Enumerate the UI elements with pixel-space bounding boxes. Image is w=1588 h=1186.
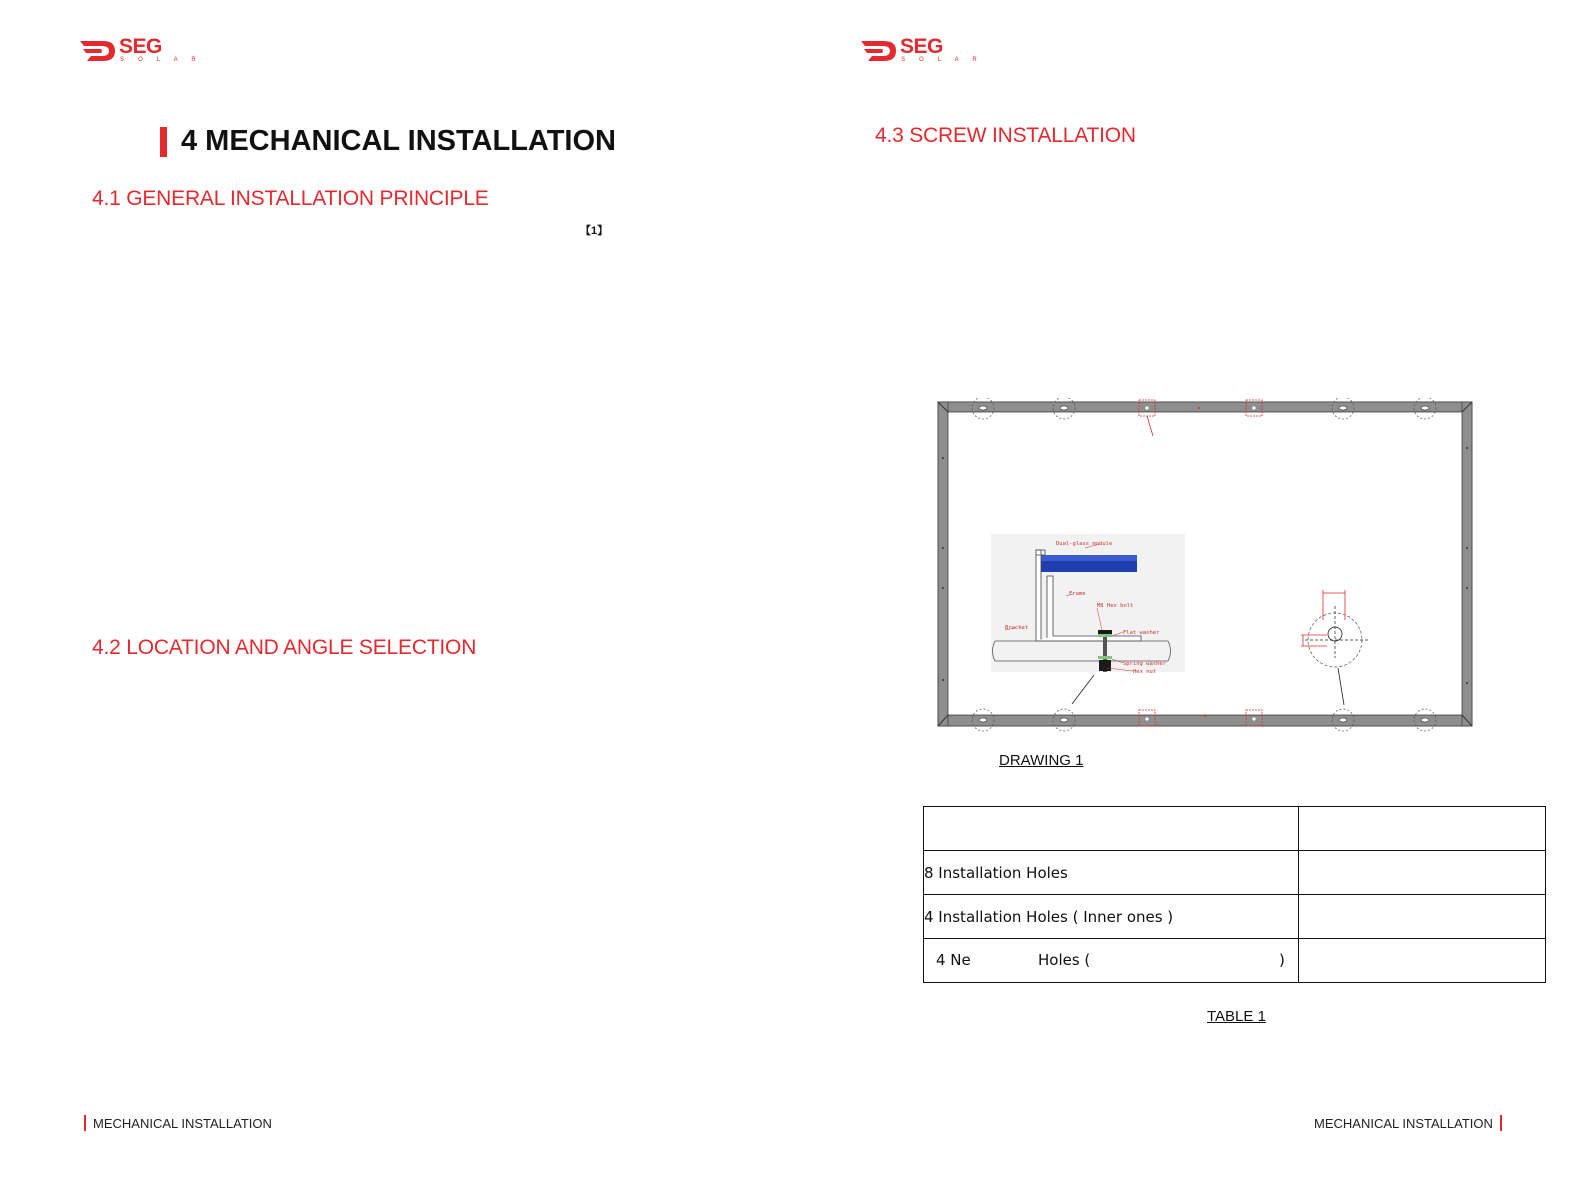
- drawing-1-caption: DRAWING 1: [999, 752, 1084, 769]
- label-spring-washer: Spring washer: [1123, 661, 1167, 667]
- table-1-caption: TABLE 1: [1207, 1008, 1266, 1025]
- footer-accent-bar: [84, 1115, 86, 1131]
- left-footer: [84, 1115, 272, 1131]
- table-cell: [1299, 851, 1546, 895]
- chapter-accent-bar: [160, 127, 167, 157]
- row4-part-a: 4 Ne: [936, 951, 971, 969]
- label-frame: Frame: [1069, 591, 1086, 597]
- reference-marker: 【1】: [580, 225, 609, 237]
- logo-name: SEG: [900, 35, 943, 58]
- right-footer-text: MECHANICAL INSTALLATION: [1314, 1115, 1493, 1131]
- left-footer-text: MECHANICAL INSTALLATION: [93, 1115, 272, 1131]
- footer-accent-bar: [1500, 1115, 1502, 1131]
- row4-part-b: Holes (: [1038, 951, 1091, 969]
- table-row: [924, 807, 1546, 851]
- table-cell: 4 Installation Holes ( Inner ones ): [924, 895, 1299, 939]
- seg-swoosh-icon: [860, 39, 898, 63]
- table-cell: [924, 807, 1299, 851]
- table-cell: [1299, 807, 1546, 851]
- label-hex-nut: Hex nut: [1133, 669, 1157, 675]
- installation-holes-table: [923, 806, 1546, 983]
- seg-swoosh-icon: [79, 39, 117, 63]
- drawing-1-module-diagram: [935, 398, 1479, 732]
- table-cell: [1299, 895, 1546, 939]
- chapter-title-text: 4 MECHANICAL INSTALLATION: [181, 125, 616, 157]
- seg-solar-logo-right: [860, 37, 983, 64]
- row4-part-c: ): [1279, 951, 1285, 969]
- logo-name: SEG: [119, 35, 162, 58]
- section-4-2-heading: 4.2 LOCATION AND ANGLE SELECTION: [92, 636, 477, 659]
- logo-subtitle: S O L A R: [901, 57, 983, 63]
- seg-solar-logo: [79, 37, 202, 64]
- section-4-1-heading: 4.1 GENERAL INSTALLATION PRINCIPLE: [92, 187, 489, 210]
- label-flat-washer: Flat washer: [1123, 630, 1160, 636]
- table-cell: [1299, 939, 1546, 983]
- table-cell: [924, 939, 1299, 983]
- table-row: [924, 939, 1546, 983]
- section-4-3-heading: 4.3 SCREW INSTALLATION: [875, 124, 1136, 147]
- right-footer: [1314, 1115, 1502, 1131]
- label-m8-hex-bolt: M8 Hex bolt: [1097, 603, 1134, 609]
- table-cell: 8 Installation Holes: [924, 851, 1299, 895]
- logo-subtitle: S O L A R: [120, 57, 202, 63]
- label-bracket: Bracket: [1005, 625, 1029, 631]
- table-row: [924, 851, 1546, 895]
- table-row: [924, 895, 1546, 939]
- chapter-title: [160, 125, 616, 158]
- label-dual-glass-module: Dual-glass module: [1056, 541, 1113, 547]
